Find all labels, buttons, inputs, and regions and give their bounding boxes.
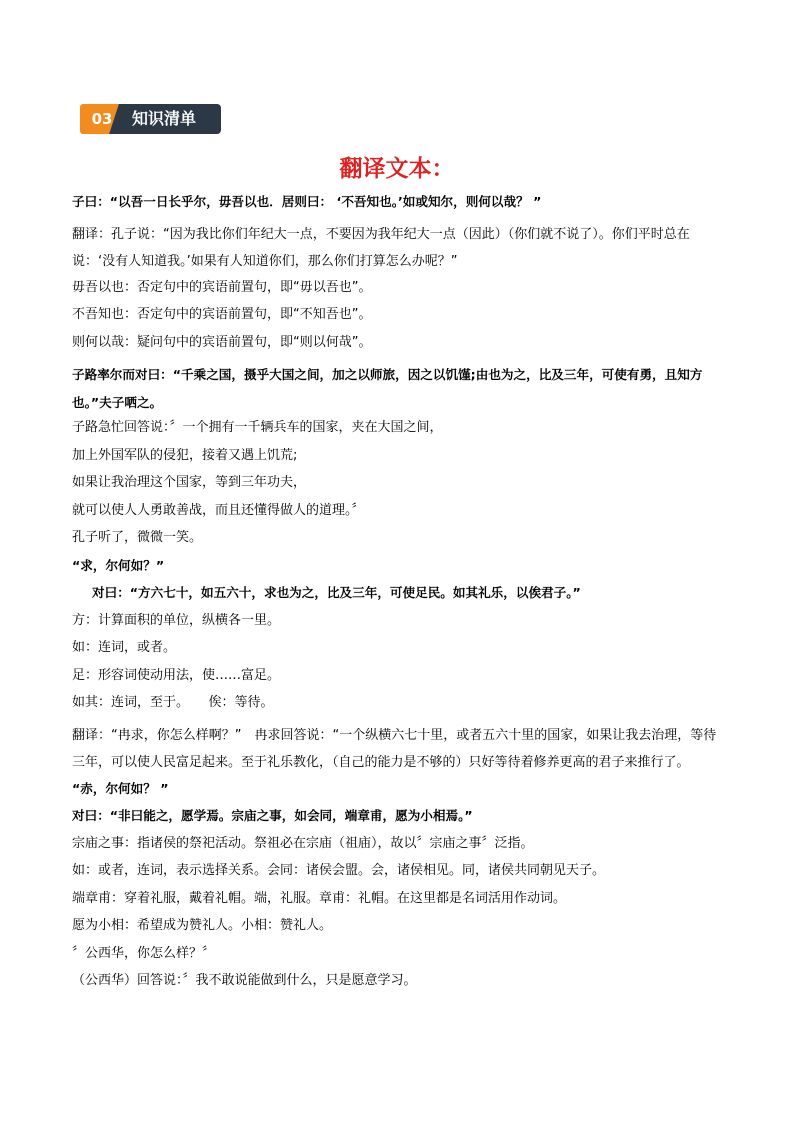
text-line: 毋吾以也：否定句中的宾语前置句，即“毋以吾也”。 xyxy=(72,279,372,295)
text-line: 翻译：孔子说：“因为我比你们年纪大一点，不要因为我年纪大一点（因此）（你们就不说了）。你们平时总在说：‘没有人知道我。’如果有人知道你们，那么你们打算怎么办呢？” xyxy=(72,226,690,269)
text-line: 孔子听了，微微一笑。 xyxy=(72,530,203,545)
text-line: 足：形容词使动用法，使……富足。 xyxy=(72,667,281,683)
text-line: 对曰：“方六七十，如五六十，求也为之，比及三年，可使足民。如其礼乐，以俟君子。” xyxy=(92,585,581,600)
text-line: 就可以使人人勇敢善战，而且还懂得做人的道理。〞 xyxy=(72,502,365,518)
text-line: 如其：连词，至于。 俟：等待。 xyxy=(72,695,274,710)
text-line: 子路急忙回答说：〞一个拥有一千辆兵车的国家，夹在大国之间， xyxy=(72,420,443,435)
section-number: 03 xyxy=(80,104,124,134)
text-line: 加上外国军队的侵犯，接着又遇上饥荒; xyxy=(72,447,298,463)
text-line: “求，尔何如？” xyxy=(72,557,165,573)
text-line: 方：计算面积的单位，纵横各一里。 xyxy=(72,612,281,628)
text-line: 如：连词，或者。 xyxy=(72,640,177,655)
text-line: 宗庙之事：指诸侯的祭祀活动。祭祖必在宗庙（祖庙），故以〞宗庙之事〞泛指。 xyxy=(72,835,534,851)
document-body xyxy=(72,193,727,1000)
section-badge xyxy=(80,104,221,134)
page-title: 翻译文本： xyxy=(339,155,455,182)
text-line: 则何以哉：疑问句中的宾语前置句，即“则以何哉”。 xyxy=(72,334,372,350)
section-label: 知识清单 xyxy=(120,104,221,134)
text-line: 翻译：“冉求，你怎么样啊？” 冉求回答说：“一个纵横六七十里，或者五六十里的国家，如果让我去治理，等待三年，可以使人民富足起来。至于礼乐教化，（自己的能力是不够的）只好等待着修养更高的君子来推行了。 xyxy=(72,727,717,770)
text-line: 子曰：“以吾一日长乎尔，毋吾以也．居则曰： ‘不吾知也。’如或知尔，则何以哉？ ” xyxy=(72,194,542,209)
text-line: 子路率尔而对曰：“千乘之国，摄乎大国之间，加之以师旅，因之以饥馑;由也为之，比及三年，可使有勇，且知方也。”夫子哂之。 xyxy=(72,367,703,410)
text-line: 不吾知也：否定句中的宾语前置句，即“不知吾也”。 xyxy=(72,307,372,322)
text-line: 如果让我治理这个国家，等到三年功夫， xyxy=(72,475,307,490)
text-line: （公西华）回答说：〞我不敢说能做到什么，只是愿意学习。 xyxy=(72,973,417,988)
text-line: “赤，尔何如？ ” xyxy=(72,780,169,796)
text-line: 〞公西华，你怎么样？〞 xyxy=(72,945,216,961)
text-line: 如：或者，连词，表示选择关系。会同：诸侯会盟。会，诸侯相见。同，诸侯共同朝见天子。 xyxy=(72,863,606,878)
text-line: 端章甫：穿着礼服，戴着礼帽。端，礼服。章甫：礼帽。在这里都是名词活用作动词。 xyxy=(72,890,567,906)
text-line: 愿为小相：希望成为赞礼人。小相：赞礼人。 xyxy=(72,918,333,933)
text-line: 对曰：“非曰能之，愿学焉。宗庙之事，如会同，端章甫，愿为小相焉。” xyxy=(72,808,473,823)
